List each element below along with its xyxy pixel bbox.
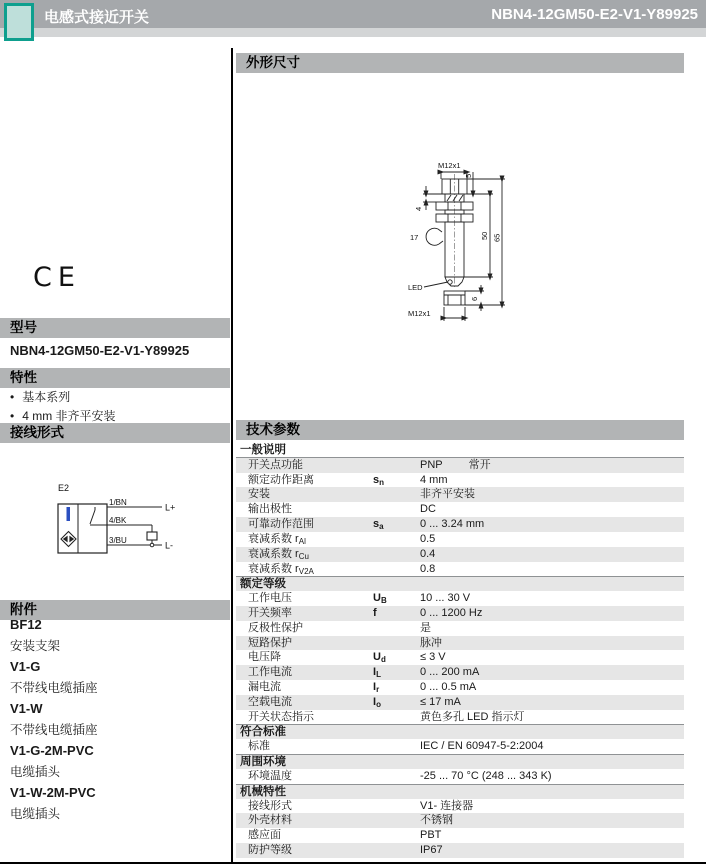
parameter-value	[420, 562, 435, 577]
dim6-label: 6	[470, 296, 479, 301]
column-divider	[231, 48, 233, 862]
accessory-description: 电缆插头	[10, 807, 61, 821]
wiring-variant-label: E2	[58, 483, 70, 493]
parameter-value-text: 0 ... 1200 Hz	[420, 606, 483, 619]
table-section-title: 符合标准	[240, 726, 286, 739]
symbol-subscript: d	[380, 655, 386, 665]
feature-item: • 4 mm 非齐平安装	[10, 409, 225, 424]
table-section-row	[236, 724, 684, 739]
switch-blade	[90, 510, 95, 524]
parameter-value-text: 4 mm	[420, 473, 448, 486]
section-header-features: 特性	[0, 368, 230, 388]
parameter-symbol: $s_n$	[373, 473, 385, 487]
parameter-value	[420, 739, 544, 754]
symbol-subscript: r	[376, 685, 380, 694]
parameter-value-text: 10 ... 30 V	[420, 592, 471, 605]
parameter-symbol: f	[373, 606, 377, 619]
parameter-value	[420, 695, 461, 710]
accessory-description: 不带线电缆插座	[10, 681, 98, 695]
tech-data-table	[236, 443, 684, 858]
table-data-row	[236, 502, 684, 517]
parameter-value	[420, 517, 484, 532]
accessory-description: 不带线电缆插座	[10, 723, 98, 737]
parameter-value-text: 非齐平安装	[420, 488, 475, 501]
parameter-value	[420, 606, 482, 621]
table-data-row	[236, 636, 684, 651]
parameter-symbol: $U_d$	[373, 651, 386, 665]
parameter-value	[420, 547, 435, 562]
table-section-title: 机械特性	[240, 785, 286, 798]
connector-plug	[444, 291, 465, 305]
table-data-row	[236, 665, 684, 680]
section-header-model: 型号	[0, 318, 230, 338]
parameter-value-text: V1- 连接器	[420, 799, 474, 812]
parameter-label: 额定动作距离	[248, 473, 314, 486]
thread-top-label: M12x1	[438, 161, 461, 170]
brand-square-icon	[4, 3, 34, 41]
wiring-diagram	[50, 478, 180, 570]
table-data-row	[236, 680, 684, 695]
table-section-row	[236, 754, 684, 769]
accessory-description: 安装支架	[10, 639, 61, 653]
parameter-value	[420, 799, 473, 814]
table-data-row	[236, 591, 684, 606]
symbol-subscript: a	[379, 522, 384, 532]
parameter-value-text: 不锈钢	[420, 814, 453, 827]
header-strip	[0, 28, 706, 37]
parameter-value-text: 0 ... 0.5 mA	[420, 681, 477, 693]
parameter-label: 衰减系数 $r_{Cu}$	[248, 547, 309, 561]
dim65-label: 65	[492, 233, 502, 242]
parameter-value	[420, 665, 479, 680]
accessory-name: V1-G	[10, 659, 41, 674]
parameter-value-text: 脉冲	[420, 636, 442, 649]
table-data-row	[236, 828, 684, 843]
parameter-value	[420, 532, 435, 547]
header-model-number: NBN4-12GM50-E2-V1-Y89925	[491, 6, 698, 23]
accessory-name: BF12	[10, 617, 42, 632]
feature-item: • 基本系列	[10, 390, 225, 405]
parameter-symbol: $I_o$	[373, 695, 381, 709]
parameter-label: 空载电流	[248, 695, 292, 708]
parameter-value-text: PNP	[420, 458, 443, 471]
parameter-value-text: IP67	[420, 843, 443, 856]
parameter-value-secondary: 常开	[468, 458, 491, 471]
table-data-row	[236, 769, 684, 784]
parameter-value	[420, 458, 491, 473]
parameter-value-text: 0.5	[420, 532, 436, 545]
parameter-label: 感应面	[248, 829, 281, 842]
table-data-row	[236, 517, 684, 532]
parameter-value-text: ≤ 17 mA	[420, 695, 461, 708]
parameter-value	[420, 828, 441, 843]
led-dot	[448, 280, 452, 284]
symbol-subscript: o	[376, 699, 381, 709]
parameter-label: 衰减系数 $r_{V2A}$	[248, 562, 314, 576]
table-section-title: 一般说明	[240, 444, 286, 456]
page-bottom-rule	[0, 862, 706, 864]
parameter-value	[420, 813, 453, 828]
dim50-label: 50	[480, 231, 489, 240]
parameter-label-subscript: Cu	[298, 551, 309, 561]
symbol-subscript: B	[380, 596, 387, 606]
parameter-value-text: DC	[420, 503, 436, 516]
table-section-title: 周围环境	[240, 756, 286, 769]
l-minus-label: L-	[165, 540, 174, 551]
parameter-label: 衰减系数 $r_{Al}$	[248, 532, 306, 546]
symbol-subscript: n	[379, 477, 385, 487]
dimension-drawing	[400, 148, 515, 328]
section-header-accessories: 附件	[0, 600, 230, 620]
parameter-value	[420, 650, 446, 665]
thread-bottom-label: M12x1	[408, 309, 431, 318]
table-data-row	[236, 562, 684, 577]
parameter-value	[420, 473, 448, 488]
thread-hatch-3	[459, 195, 463, 201]
table-data-row	[236, 458, 684, 473]
accessory-description: 电缆插头	[10, 765, 61, 779]
accessory-name: V1-W	[10, 701, 43, 716]
parameter-value-text: 0.8	[420, 562, 436, 575]
parameter-value	[420, 769, 552, 784]
inductive-coil-symbol	[67, 507, 71, 521]
wrench-size-label: 17	[410, 233, 419, 242]
led-label: LED	[408, 283, 423, 292]
table-data-row	[236, 799, 684, 814]
accessory-name: V1-W-2M-PVC	[10, 785, 96, 800]
table-section-row	[236, 443, 684, 458]
table-section-row	[236, 576, 684, 591]
parameter-label: 工作电流	[248, 666, 292, 679]
parameter-value-text: PBT	[420, 829, 442, 842]
table-data-row	[236, 621, 684, 636]
wrench-jaw-top	[438, 229, 442, 232]
junction-node	[150, 543, 154, 547]
parameter-value-text: -25 ... 70 °C (248 ... 343 K)	[420, 769, 552, 782]
wrench-icon	[426, 228, 439, 245]
table-data-row	[236, 813, 684, 828]
dim4-label: 4	[414, 206, 423, 211]
parameter-label: 开关状态指示	[248, 710, 314, 723]
symbol-subscript: L	[376, 670, 381, 680]
parameter-label-subscript: Al	[298, 536, 306, 546]
parameter-value	[420, 710, 525, 725]
table-data-row	[236, 473, 684, 488]
table-data-row	[236, 710, 684, 725]
section-header-dimensions: 外形尺寸	[236, 53, 684, 73]
parameter-value	[420, 636, 442, 651]
parameter-symbol: $I_r$	[373, 681, 380, 694]
parameter-value-text: IEC / EN 60947-5-2:2004	[420, 740, 544, 753]
table-section-row	[236, 784, 684, 799]
parameter-label: 可靠动作范围	[248, 518, 314, 531]
model-number: NBN4-12GM50-E2-V1-Y89925	[10, 343, 190, 358]
table-data-row	[236, 650, 684, 665]
parameter-label: 接线形式	[248, 799, 292, 812]
table-data-row	[236, 532, 684, 547]
parameter-label: 环境温度	[248, 769, 292, 782]
parameter-symbol: $U_B$	[373, 592, 387, 606]
table-data-row	[236, 695, 684, 710]
l-plus-label: L+	[165, 502, 176, 513]
parameter-label: 输出极性	[248, 503, 292, 516]
parameter-label: 漏电流	[248, 681, 281, 693]
parameter-label: 电压降	[248, 651, 281, 664]
parameter-label: 标准	[248, 740, 270, 753]
thread-hatch-1	[447, 195, 451, 201]
wire-1bn-label: 1/BN	[109, 498, 127, 507]
parameter-value-text: 0 ... 3.24 mm	[420, 518, 485, 531]
wire-3bu-label: 3/BU	[109, 536, 127, 545]
table-section-title: 额定等级	[240, 578, 286, 591]
product-type-title: 电感式接近开关	[44, 9, 150, 26]
load-resistor	[147, 532, 157, 540]
wire-4bk-label: 4/BK	[109, 516, 127, 525]
accessories-list	[10, 616, 225, 826]
parameter-label: 开关点功能	[248, 458, 303, 471]
sensor-body-box	[58, 504, 107, 553]
ce-mark: CE	[33, 262, 81, 293]
thread-hatch-2	[453, 195, 457, 201]
parameter-label: 防护等级	[248, 843, 292, 856]
table-data-row	[236, 547, 684, 562]
wrench-jaw-bottom	[439, 241, 443, 244]
parameter-symbol: $I_L$	[373, 666, 381, 680]
parameter-value	[420, 487, 475, 502]
parameter-label: 安装	[248, 488, 270, 501]
parameter-label: 开关频率	[248, 606, 292, 619]
table-data-row	[236, 487, 684, 502]
table-data-row	[236, 843, 684, 858]
parameter-value	[420, 621, 431, 636]
parameter-label-subscript: V2A	[298, 566, 314, 576]
parameter-symbol: $s_a$	[373, 518, 384, 532]
accessory-name: V1-G-2M-PVC	[10, 743, 94, 758]
parameter-label: 反极性保护	[248, 621, 303, 634]
section-header-tech-data: 技术参数	[236, 420, 684, 440]
section-header-connection: 接线形式	[0, 423, 230, 443]
table-data-row	[236, 739, 684, 754]
parameter-label: 外壳材料	[248, 814, 292, 827]
parameter-value-text: 黄色多孔 LED 指示灯	[420, 710, 525, 723]
parameter-label: 短路保护	[248, 636, 292, 649]
parameter-value-text: ≤ 3 V	[420, 651, 446, 664]
parameter-value-text: 0.4	[420, 547, 436, 560]
parameter-value	[420, 680, 476, 695]
parameter-label: 工作电压	[248, 592, 292, 605]
table-data-row	[236, 606, 684, 621]
parameter-value	[420, 502, 436, 517]
parameter-value	[420, 591, 470, 606]
parameter-value-text: 是	[420, 621, 431, 634]
parameter-value	[420, 843, 443, 858]
parameter-value-text: 0 ... 200 mA	[420, 666, 480, 679]
dim5-label: 5	[464, 173, 473, 178]
led-leader-line	[424, 282, 448, 287]
